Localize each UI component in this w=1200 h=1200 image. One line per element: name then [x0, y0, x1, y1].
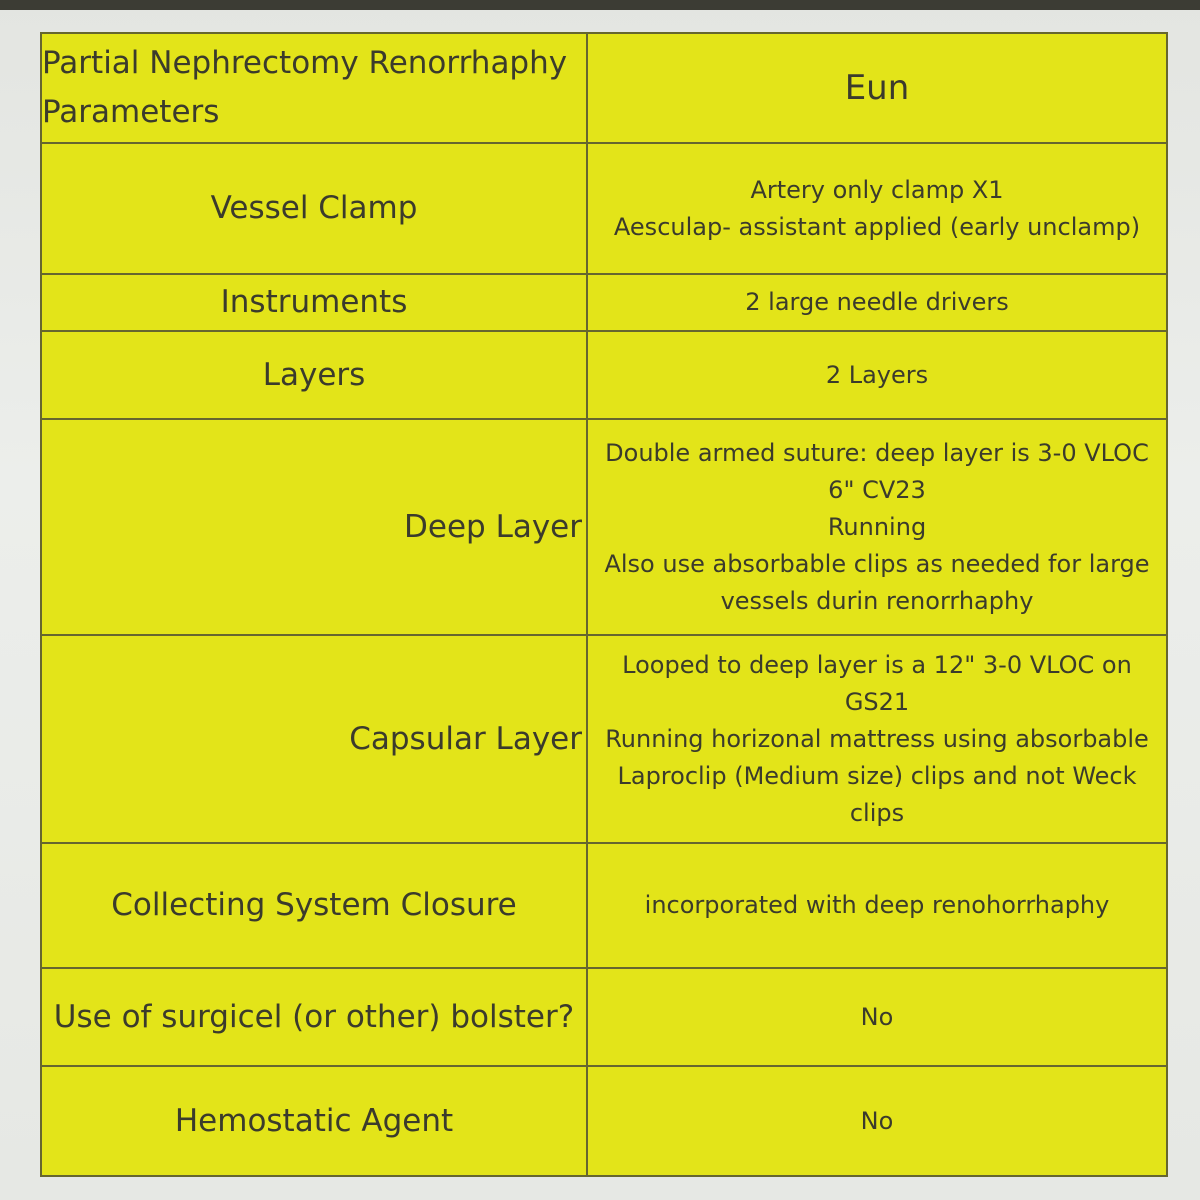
value-line: Running horizonal mattress using absorbable [605, 724, 1149, 753]
screen-top-edge [0, 0, 1200, 10]
table-row [41, 331, 1167, 419]
row-value-capsular-layer [587, 635, 1167, 843]
row-value-layers [587, 331, 1167, 419]
table-row [41, 843, 1167, 968]
value-line: Running [827, 512, 927, 541]
table-row [41, 274, 1167, 331]
table-row [41, 968, 1167, 1066]
value-line: vessels durin renorrhaphy [720, 586, 1034, 615]
row-parameter-vessel-clamp: Vessel Clamp [41, 143, 587, 274]
surgeon-column-heading: Eun [587, 33, 1167, 143]
value-line: No [860, 1106, 894, 1135]
parameter-column-heading: Partial Nephrectomy Renorrhaphy Parameters [41, 33, 587, 143]
row-parameter-instruments: Instruments [41, 274, 587, 331]
row-value-instruments [587, 274, 1167, 331]
row-parameter-collecting-system-closure: Collecting System Closure [41, 843, 587, 968]
row-value-collecting-system-closure [587, 843, 1167, 968]
table-header-row [41, 33, 1167, 143]
value-line: Also use absorbable clips as needed for large [604, 549, 1150, 578]
row-parameter-deep-layer: Deep Layer [41, 419, 587, 635]
value-line: 2 large needle drivers [745, 288, 1009, 316]
row-value-deep-layer [587, 419, 1167, 635]
value-line: Looped to deep layer is a 12" 3-0 VLOC on [622, 650, 1132, 679]
value-line: Artery only clamp X1 [750, 175, 1004, 204]
value-line: incorporated with deep renohorrhaphy [644, 891, 1110, 919]
value-line: GS21 [844, 687, 910, 716]
table-row [41, 143, 1167, 274]
table-row [41, 635, 1167, 843]
value-line: 2 Layers [825, 360, 929, 389]
row-parameter-capsular-layer: Capsular Layer [41, 635, 587, 843]
value-line: 6" CV23 [828, 475, 926, 504]
value-line: Aesculap- assistant applied (early unclamp) [613, 212, 1141, 241]
table-row [41, 419, 1167, 635]
row-parameter-surgicel-bolster: Use of surgicel (or other) bolster? [41, 968, 587, 1066]
row-value-hemostatic-agent [587, 1066, 1167, 1176]
row-parameter-layers: Layers [41, 331, 587, 419]
row-parameter-hemostatic-agent: Hemostatic Agent [41, 1066, 587, 1176]
table-row [41, 1066, 1167, 1176]
value-line: clips [849, 798, 905, 827]
value-line: No [860, 1002, 894, 1031]
row-value-surgicel-bolster [587, 968, 1167, 1066]
renorrhaphy-parameters-table [40, 32, 1168, 1177]
value-line: Double armed suture: deep layer is 3-0 VLOC [605, 438, 1149, 467]
row-value-vessel-clamp [587, 143, 1167, 274]
value-line: Laproclip (Medium size) clips and not Weck [617, 761, 1137, 790]
